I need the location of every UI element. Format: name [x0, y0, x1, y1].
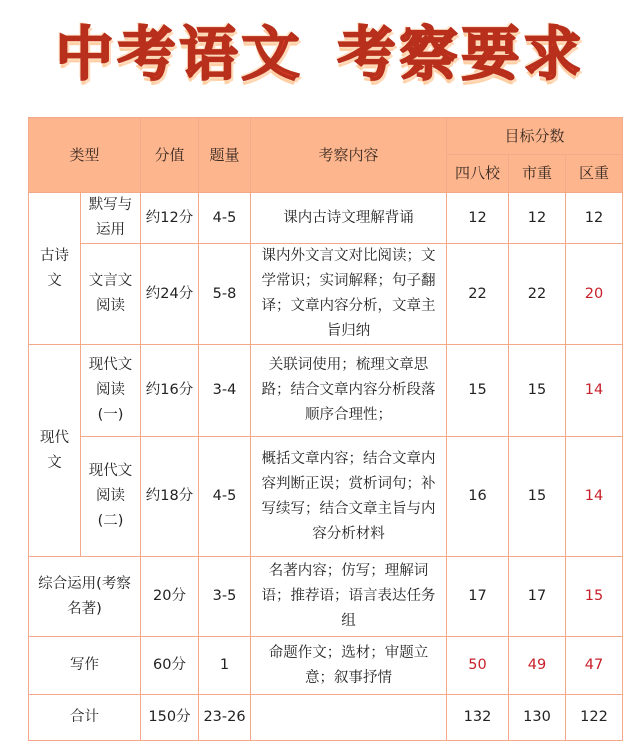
row-t1: 15 — [447, 345, 509, 437]
page-title — [0, 14, 641, 94]
header-count: 题量 — [199, 118, 251, 193]
row-t1: 17 — [447, 557, 509, 637]
row-t3: 20 — [566, 244, 623, 345]
row-content: 命题作文；选材；审题立 意；叙事抒情 — [251, 637, 447, 695]
row-count: 4-5 — [199, 193, 251, 244]
row-t3: 15 — [566, 557, 623, 637]
row-type: 合计 — [29, 695, 141, 741]
row-content: 概括文章内容；结合文章内 容判断正误；赏析词句；补 写续写；结合文章主旨与内 容分析材料 — [251, 437, 447, 557]
row-t2: 15 — [509, 437, 566, 557]
table-row — [29, 637, 623, 695]
row-score: 约16分 — [141, 345, 199, 437]
group-ancient: 古诗 文 — [29, 193, 81, 345]
row-content — [251, 695, 447, 741]
row-t2: 130 — [509, 695, 566, 741]
row-t2: 22 — [509, 244, 566, 345]
row-score: 约24分 — [141, 244, 199, 345]
row-t1: 132 — [447, 695, 509, 741]
row-score: 约18分 — [141, 437, 199, 557]
row-content: 名著内容；仿写；理解词 语；推荐语；语言表达任务 组 — [251, 557, 447, 637]
header-target-city: 市重 — [509, 155, 566, 193]
row-t3: 12 — [566, 193, 623, 244]
row-t3: 122 — [566, 695, 623, 741]
row-content: 课内古诗文理解背诵 — [251, 193, 447, 244]
row-type: 综合运用(考察 名著) — [29, 557, 141, 637]
row-sub: 默写与 运用 — [81, 193, 141, 244]
row-t1: 12 — [447, 193, 509, 244]
row-count: 3-4 — [199, 345, 251, 437]
row-t3: 14 — [566, 437, 623, 557]
row-t1: 50 — [447, 637, 509, 695]
row-t1: 16 — [447, 437, 509, 557]
requirements-table — [28, 117, 623, 741]
title-part2: 考察要求 — [337, 20, 586, 88]
row-count: 3-5 — [199, 557, 251, 637]
table-row — [29, 244, 623, 345]
row-score: 60分 — [141, 637, 199, 695]
row-t2: 17 — [509, 557, 566, 637]
row-score: 约12分 — [141, 193, 199, 244]
row-t3: 14 — [566, 345, 623, 437]
row-content: 课内外文言文对比阅读；文 学常识；实词解释；句子翻 译；文章内容分析，文章主 旨归纳 — [251, 244, 447, 345]
table-row — [29, 193, 623, 244]
header-target: 目标分数 — [447, 118, 623, 155]
row-sub: 文言文 阅读 — [81, 244, 141, 345]
title-part1: 中考语文 — [55, 20, 304, 88]
row-count: 4-5 — [199, 437, 251, 557]
row-t3: 47 — [566, 637, 623, 695]
header-score: 分值 — [141, 118, 199, 193]
table-row — [29, 345, 623, 437]
header-content: 考察内容 — [251, 118, 447, 193]
row-count: 1 — [199, 637, 251, 695]
table-row — [29, 695, 623, 741]
table-row — [29, 557, 623, 637]
row-content: 关联词使用；梳理文章思 路；结合文章内容分析段落 顺序合理性； — [251, 345, 447, 437]
row-t1: 22 — [447, 244, 509, 345]
header-target-48: 四八校 — [447, 155, 509, 193]
row-type: 写作 — [29, 637, 141, 695]
table-row — [29, 437, 623, 557]
header-type: 类型 — [29, 118, 141, 193]
row-sub: 现代文 阅读 (一) — [81, 345, 141, 437]
header-target-district: 区重 — [566, 155, 623, 193]
row-t2: 15 — [509, 345, 566, 437]
row-sub: 现代文 阅读 (二) — [81, 437, 141, 557]
row-t2: 12 — [509, 193, 566, 244]
group-modern: 现代 文 — [29, 345, 81, 557]
row-count: 5-8 — [199, 244, 251, 345]
row-score: 20分 — [141, 557, 199, 637]
row-t2: 49 — [509, 637, 566, 695]
row-count: 23-26 — [199, 695, 251, 741]
row-score: 150分 — [141, 695, 199, 741]
